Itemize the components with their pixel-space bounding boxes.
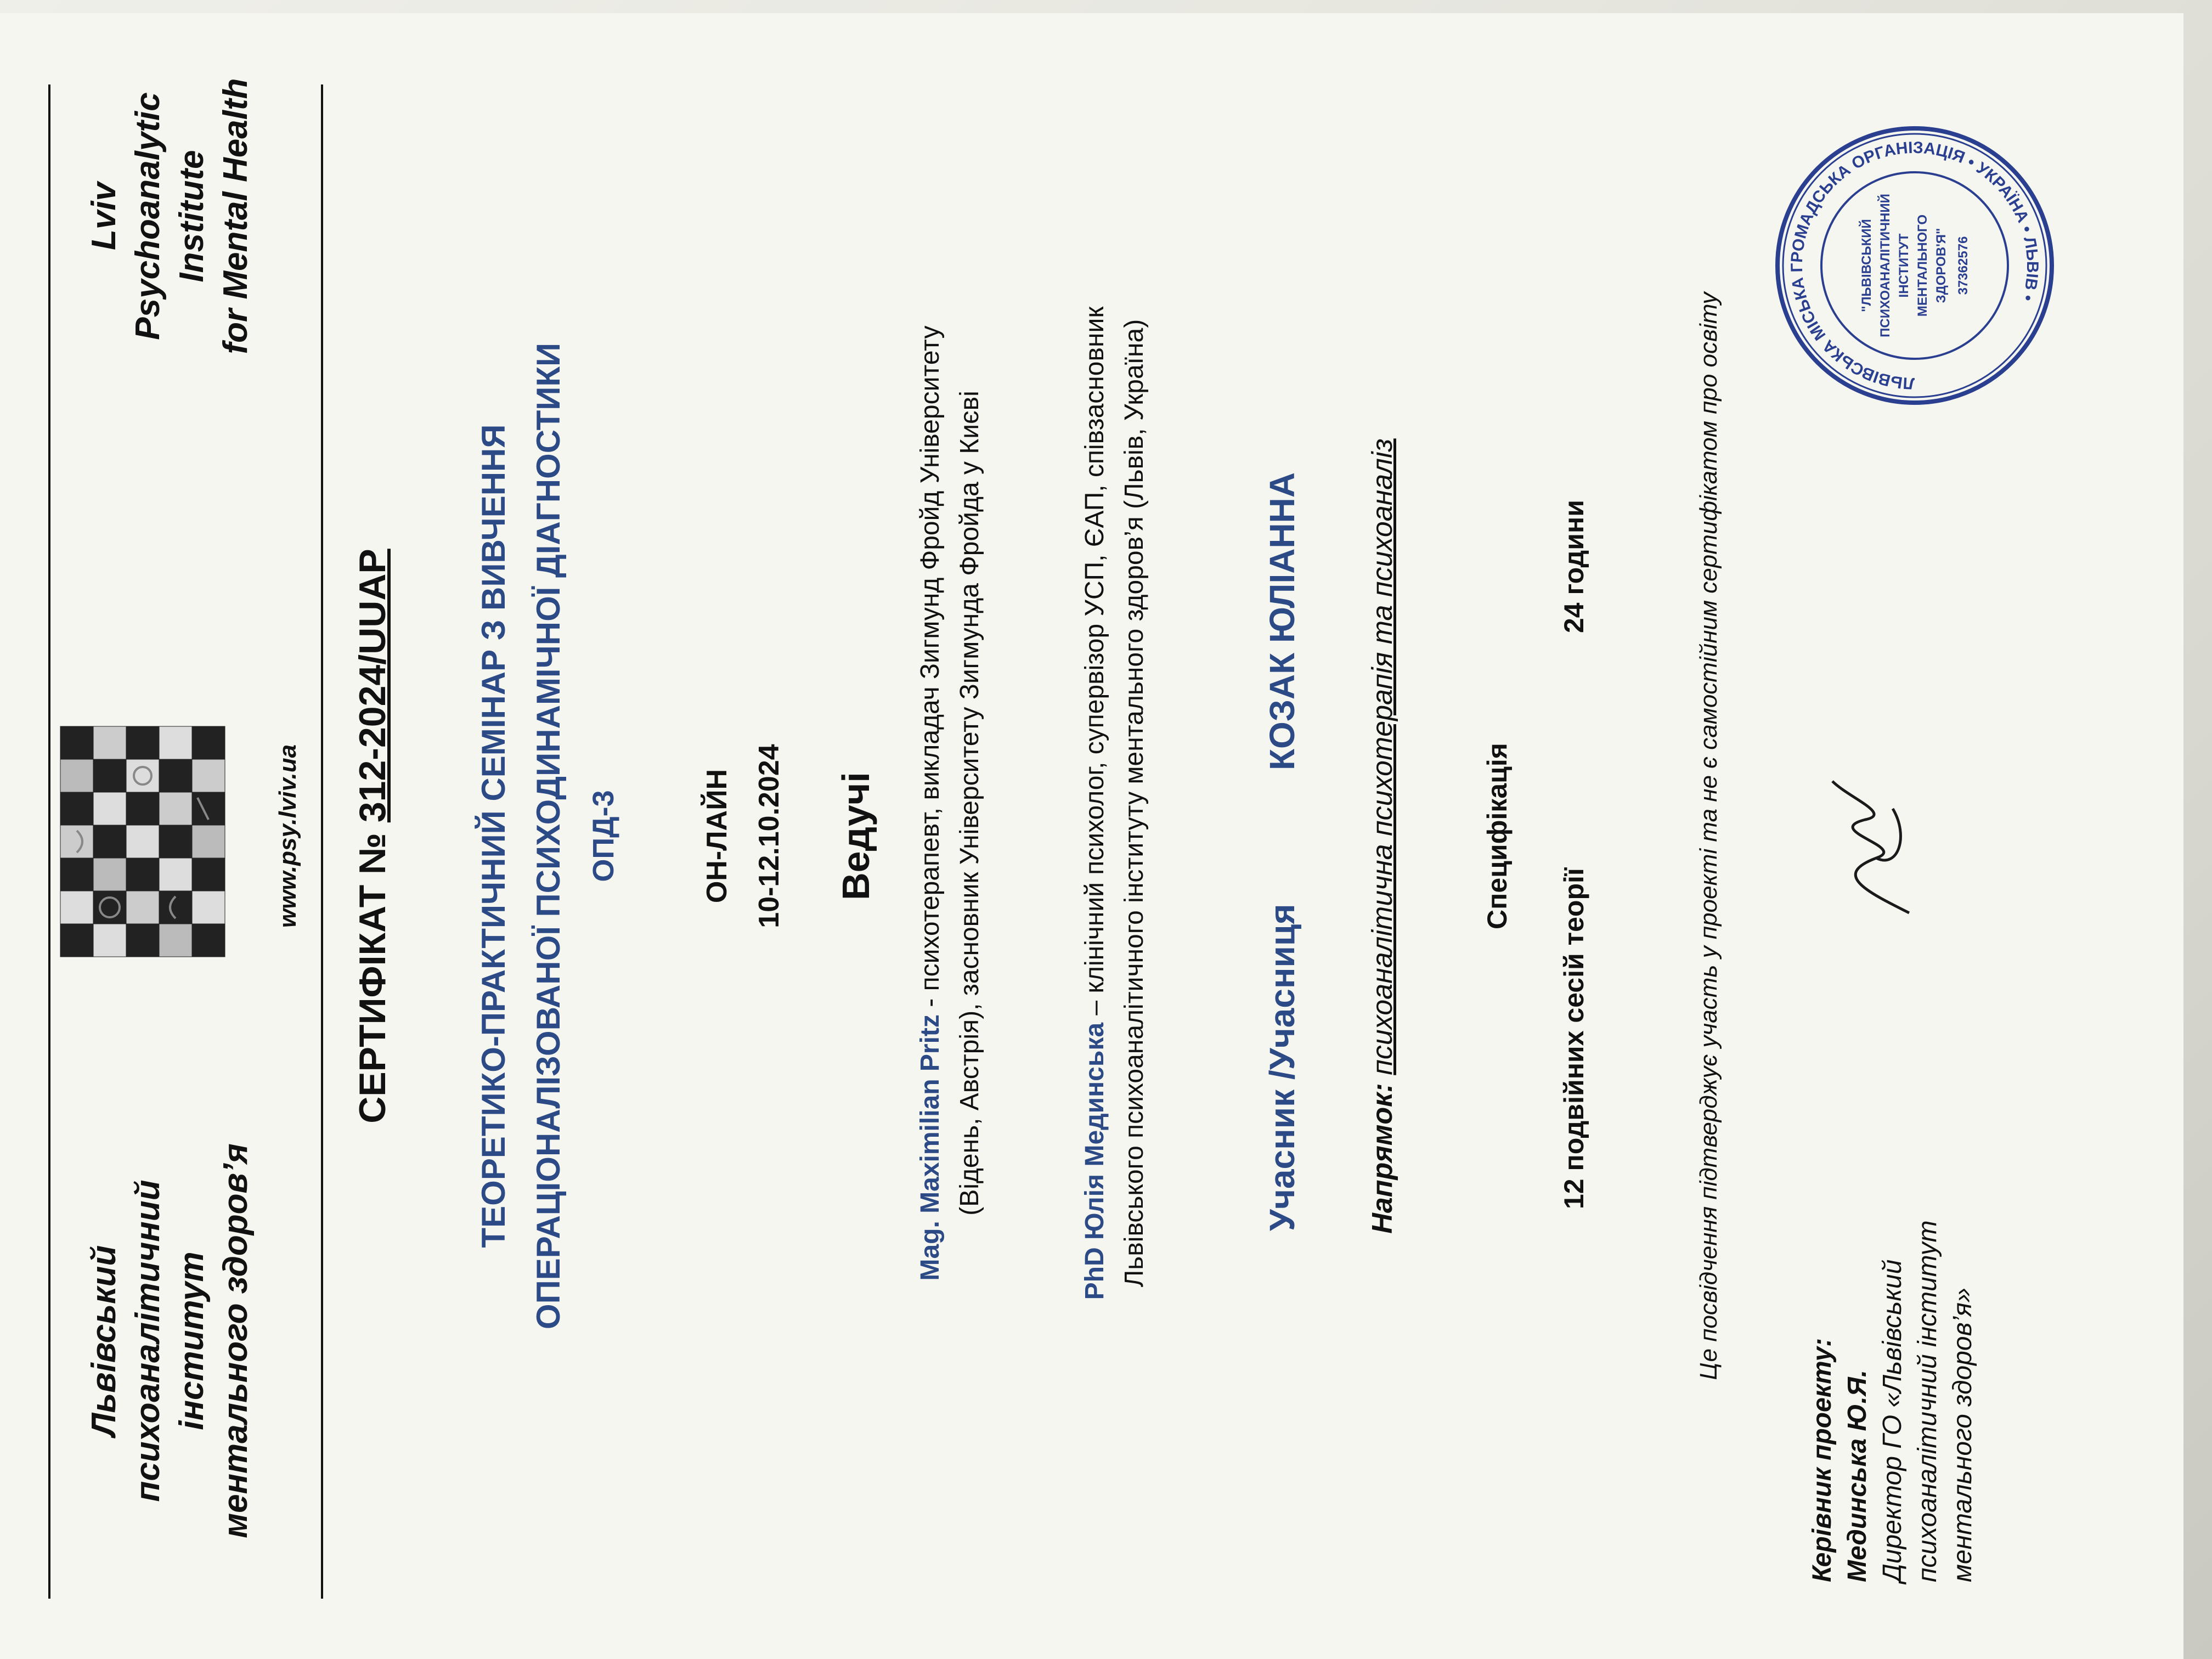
org-name-ua: Львівський психоаналітичний інститут ментального здоров’я	[85, 1143, 255, 1538]
certificate-number-value: 312-2024/UUAP	[352, 549, 393, 823]
project-lead	[1805, 1165, 1980, 1582]
direction	[1366, 13, 1399, 1659]
host-2-desc-2: Львівського психоаналітичного інституту ментального здоров’я (Львів, Україна)	[1120, 319, 1149, 1288]
institute-logo	[55, 710, 252, 962]
direction-label: Напрямок:	[1367, 1083, 1398, 1234]
lead-role: Керівник проекту:	[1808, 1338, 1837, 1582]
host-2-desc: – клінічний психолог, супервізор УСП, ЄАП, співзасновник	[1080, 306, 1109, 1023]
sessions-count: 12 подвійних сесій теорії	[1559, 868, 1589, 1209]
signature	[1799, 770, 1942, 924]
host-1	[911, 35, 990, 1571]
event-dates: 10-12.10.2024	[753, 744, 785, 928]
svg-text:ЛЬВІВСЬКА МІСЬКА ГРОМАДСЬКА ОР	[1788, 139, 2041, 392]
disclaimer-note: Це посвідчення підтверджує участь у проекті та не є самостійним сертифікатом про освіту	[1695, 292, 1722, 1380]
lead-title-1: Директор ГО «Львівський	[1878, 1259, 1907, 1582]
lead-title-3: ментального здоров’я»	[1948, 1288, 1977, 1582]
stamp-ring-text: ЛЬВІВСЬКА МІСЬКА ГРОМАДСЬКА ОРГАНІЗАЦІЯ • УКРАЇНА • ЛЬВІВ •	[1787, 138, 2042, 393]
lead-title-2: психоаналітичний інститут	[1913, 1220, 1942, 1582]
certificate-label: СЕРТИФІКАТ №	[352, 833, 393, 1124]
host-2	[1075, 8, 1154, 1599]
event-info	[691, 13, 795, 1659]
certificate-number	[351, 13, 394, 1659]
stamp-center-2: ПСИХОАНАЛІТИЧНИЙ	[1878, 194, 1893, 337]
lead-name: Мединська Ю.Я.	[1843, 1369, 1872, 1582]
hosts-heading: Ведучі	[834, 772, 877, 900]
host-1-name: Mag. Maximilian Pritz	[916, 1014, 945, 1281]
hours-count: 24 години	[1559, 500, 1589, 633]
stamp-center-5: ЗДОРОВ'Я"	[1934, 228, 1949, 303]
header-rule	[321, 84, 323, 1599]
host-2-name: PhD Юлія Мединська	[1080, 1022, 1109, 1300]
event-format: ОН-ЛАЙН	[701, 769, 733, 904]
org-name-en: Lviv Psychoanalytic Institute for Mental Health	[85, 78, 255, 354]
stamp-code: 37362576	[1956, 236, 1971, 295]
participant-name: КОЗАК ЮЛІАННА	[1262, 472, 1302, 770]
host-1-desc-2: (Відень, Австрія), засновник Університету Зигмунда Фройда у Києві	[955, 391, 984, 1216]
stamp-center-3: ІНСТИТУТ	[1897, 233, 1911, 298]
organization-stamp	[1772, 123, 2057, 408]
participant-label: Учасник /Учасниця	[1262, 904, 1302, 1231]
specification-heading: Специфікація	[1482, 743, 1513, 929]
stamp-center-1: "ЛЬВІВСЬКИЙ	[1859, 219, 1874, 312]
host-1-desc: - психотерапевт, викладач Зигмунд Фройд Університету	[916, 325, 945, 1015]
top-rule	[48, 84, 50, 1599]
seminar-title: ТЕОРЕТИКО-ПРАКТИЧНИЙ СЕМІНАР З ВИВЧЕННЯ ОПЕРАЦІОНАЛІЗОВАНОЇ ПСИХОДИНАМІЧНОЇ ДІАГНОСТИКИ ОПД-3	[475, 342, 620, 1330]
website-link[interactable]: www.psy.lviv.ua	[274, 744, 301, 928]
certificate-page	[0, 13, 2183, 1659]
direction-value: психоаналітична психотерапія та психоаналіз	[1367, 438, 1398, 1075]
stamp-center-4: МЕНТАЛЬНОГО	[1915, 214, 1930, 317]
